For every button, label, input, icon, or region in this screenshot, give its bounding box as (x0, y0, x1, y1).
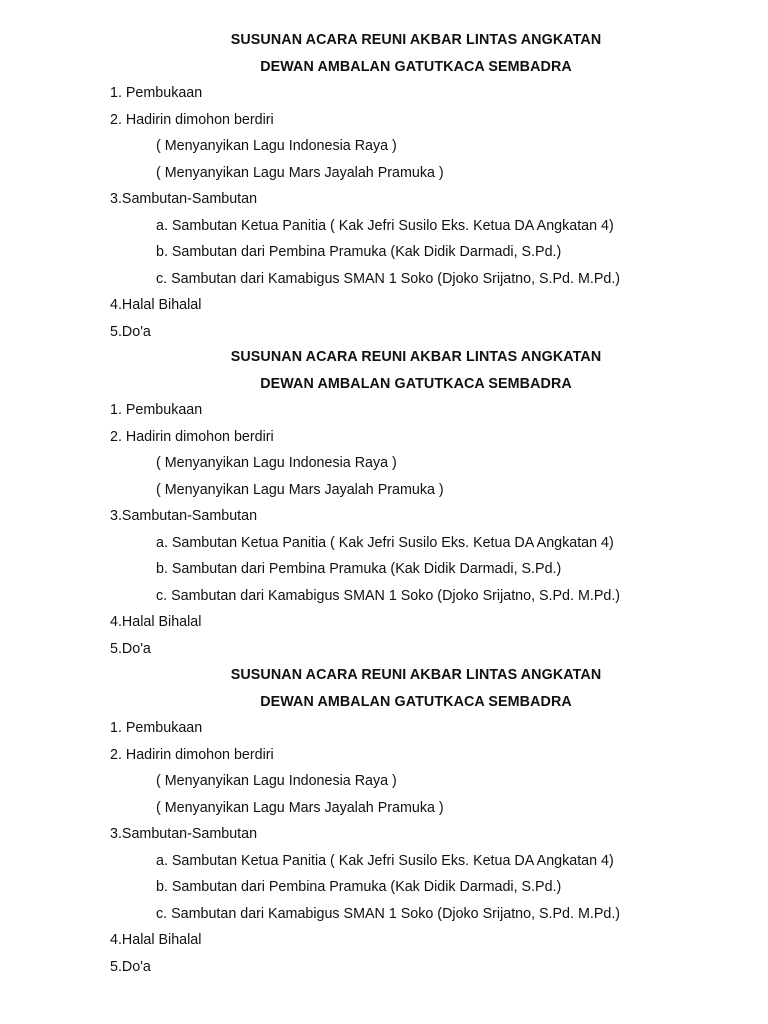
agenda-item-stand: 2. Hadirin dimohon berdiri (110, 746, 274, 763)
agenda-subitem-speech-c: c. Sambutan dari Kamabigus SMAN 1 Soko (Djoko Srijatno, S.Pd. M.Pd.) (156, 270, 621, 287)
agenda-subitem-speech-a: a. Sambutan Ketua Panitia ( Kak Jefri Susilo Eks. Ketua DA Angkatan 4) (156, 852, 614, 869)
agenda-item-speeches: 3.Sambutan-Sambutan (110, 826, 258, 842)
agenda-item-opening: 1. Pembukaan (110, 720, 203, 736)
agenda-subitem-march: ( Menyanyikan Lagu Mars Jayalah Pramuka ) (156, 164, 444, 181)
agenda-item-prayer: 5.Do'a (110, 640, 151, 657)
agenda-subitem-speech-c: c. Sambutan dari Kamabigus SMAN 1 Soko (Djoko Srijatno, S.Pd. M.Pd.) (156, 905, 621, 922)
section-title-line-2: DEWAN AMBALAN GATUTKACA SEMBADRA (260, 693, 572, 710)
agenda-item-speeches: 3.Sambutan-Sambutan (110, 191, 258, 207)
agenda-subitem-speech-a: a. Sambutan Ketua Panitia ( Kak Jefri Susilo Eks. Ketua DA Angkatan 4) (156, 534, 614, 551)
agenda-item-halal-bihalal: 4.Halal Bihalal (110, 932, 202, 948)
agenda-item-opening: 1. Pembukaan (110, 402, 203, 418)
agenda-subitem-speech-b: b. Sambutan dari Pembina Pramuka (Kak Didik Darmadi, S.Pd.) (156, 561, 562, 577)
section-title-line-1: SUSUNAN ACARA REUNI AKBAR LINTAS ANGKATAN (230, 32, 602, 48)
agenda-subitem-anthem: ( Menyanyikan Lagu Indonesia Raya ) (156, 455, 397, 471)
agenda-item-prayer: 5.Do'a (110, 323, 151, 340)
agenda-subitem-speech-a: a. Sambutan Ketua Panitia ( Kak Jefri Susilo Eks. Ketua DA Angkatan 4) (156, 217, 614, 234)
agenda-item-speeches: 3.Sambutan-Sambutan (110, 508, 258, 524)
agenda-subitem-speech-b: b. Sambutan dari Pembina Pramuka (Kak Didik Darmadi, S.Pd.) (156, 244, 562, 260)
section-title-line-1: SUSUNAN ACARA REUNI AKBAR LINTAS ANGKATAN (230, 667, 602, 683)
agenda-item-stand: 2. Hadirin dimohon berdiri (110, 428, 274, 445)
agenda-subitem-anthem: ( Menyanyikan Lagu Indonesia Raya ) (156, 138, 397, 154)
section-title-line-2: DEWAN AMBALAN GATUTKACA SEMBADRA (260, 58, 572, 75)
agenda-item-stand: 2. Hadirin dimohon berdiri (110, 111, 274, 128)
section-title-line-1: SUSUNAN ACARA REUNI AKBAR LINTAS ANGKATAN (230, 349, 602, 365)
agenda-item-halal-bihalal: 4.Halal Bihalal (110, 297, 202, 313)
agenda-subitem-speech-c: c. Sambutan dari Kamabigus SMAN 1 Soko (Djoko Srijatno, S.Pd. M.Pd.) (156, 587, 621, 604)
agenda-subitem-anthem: ( Menyanyikan Lagu Indonesia Raya ) (156, 773, 397, 789)
agenda-item-prayer: 5.Do'a (110, 958, 151, 975)
section-title-line-2: DEWAN AMBALAN GATUTKACA SEMBADRA (260, 375, 572, 392)
agenda-subitem-march: ( Menyanyikan Lagu Mars Jayalah Pramuka ) (156, 481, 444, 498)
agenda-subitem-speech-b: b. Sambutan dari Pembina Pramuka (Kak Didik Darmadi, S.Pd.) (156, 879, 562, 895)
agenda-item-opening: 1. Pembukaan (110, 85, 203, 101)
agenda-item-halal-bihalal: 4.Halal Bihalal (110, 614, 202, 630)
agenda-subitem-march: ( Menyanyikan Lagu Mars Jayalah Pramuka ) (156, 799, 444, 816)
